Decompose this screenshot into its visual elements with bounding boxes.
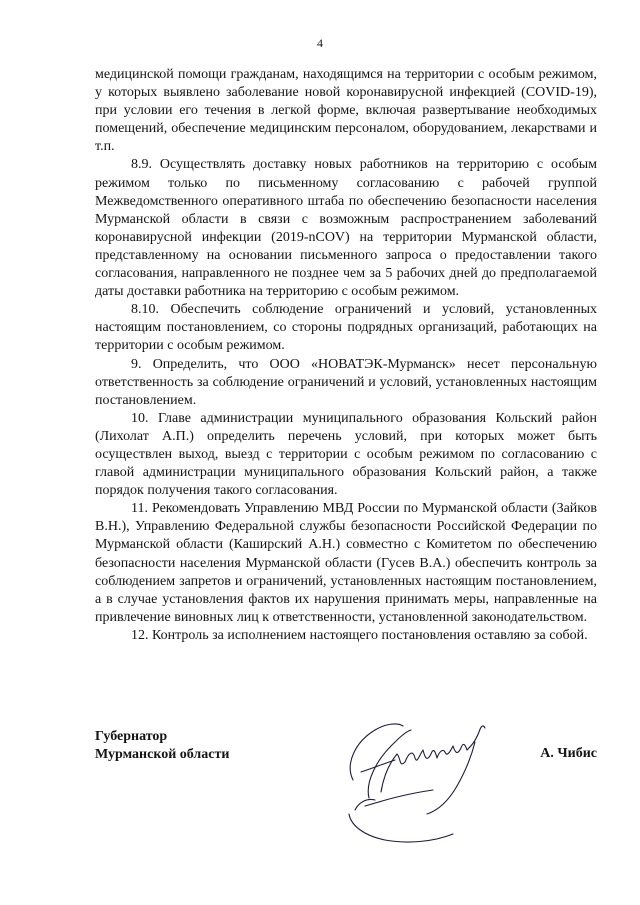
paragraph-8-9: 8.9. Осуществлять доставку новых работников на территорию с особым режимом только по письменному согласованию с рабочей группой Межведомственного оперативного штаба по обеспечению безопасности населения Мурманской области в связи с возможным распространением заболеваний коронавирусной инфекции (2019-nCOV) на территории Мурманской области, представленному на основании письменного запроса о предоставлении такого согласования, направленного не позднее чем за 5 рабочих дней до предполагаемой даты доставки работника на территорию с особым режимом.: [95, 157, 597, 300]
signer-title-line-2: Мурманской области: [95, 747, 230, 762]
paragraph-8-10: 8.10. Обеспечить соблюдение ограничений и условий, установленных настоящим постановлением, со стороны подрядных организаций, работающих на территории с особым режимом.: [95, 302, 597, 354]
paragraph-continuation: медицинской помощи гражданам, находящимся на территории с особым режимом, у которых выявлено заболевание новой коронавирусной инфекцией (COVID-19), при условии его течения в легкой форме, включая развертывание необходимых помещений, обеспечение медицинским персоналом, оборудованием, лекарствами и т.п.: [95, 67, 597, 155]
signature-block: [95, 728, 597, 878]
paragraph-11: 11. Рекомендовать Управлению МВД России по Мурманской области (Зайков В.Н.), Управлению Федеральной службы безопасности Российской Федерации по Мурманской области (Каширский А.Н.) совместно с Комитетом по обеспечению безопасности населения Мурманской области (Гусев В.А.) обеспечить контроль за соблюдением запретов и ограничений, установленных настоящим постановлением, а в случае установления фактов их нарушения принимать меры, направленные на привлечение виновных лиц к ответственности, установленной законодательством.: [95, 501, 597, 625]
signer-title: [95, 728, 229, 764]
signer-name: А. Чибис: [540, 746, 597, 761]
paragraph-12: 12. Контроль за исполнением настоящего постановления оставляю за собой.: [131, 627, 588, 643]
paragraph-9: 9. Определить, что ООО «НОВАТЭК-Мурманск» несет персональную ответственность за соблюдение ограничений и условий, установленных настоящим постановлением.: [95, 356, 597, 408]
document-body: [95, 66, 597, 645]
page-number: 4: [317, 36, 323, 50]
handwritten-signature: [325, 702, 515, 852]
paragraph-10: 10. Главе администрации муниципального образования Кольский район (Лихолат А.П.) определить перечень условий, при которых может быть осуществлен выход, выезд с территории с особым режимом по согласованию с главой администрации муниципального образования Кольский район, а также порядок получения такого согласования.: [95, 410, 597, 499]
signer-title-line-1: Губернатор: [95, 729, 168, 744]
